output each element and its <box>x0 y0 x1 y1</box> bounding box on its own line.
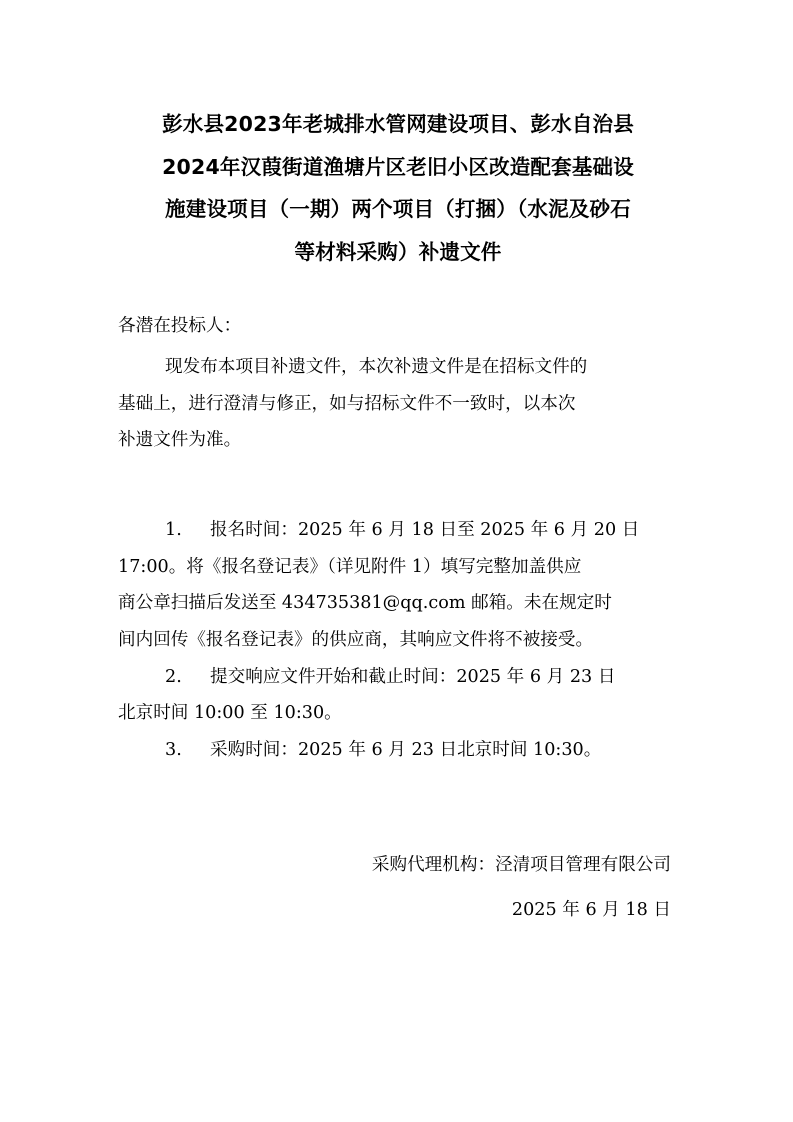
issuer-signature: 采购代理机构：泾清项目管理有限公司 <box>371 855 671 875</box>
paragraph-line: 补遗文件为准。 <box>118 430 242 450</box>
item-number: 2. <box>165 666 182 687</box>
intro-paragraph <box>118 355 678 465</box>
item-text: 间内回传《报名登记表》的供应商，其响应文件将不被接受。 <box>118 630 594 651</box>
item-text: 提交响应文件开始和截止时间：2025 年 6 月 23 日 <box>210 666 616 687</box>
item-text: 北京时间 10:00 至 10:30。 <box>118 703 342 724</box>
paragraph-line: 基础上，进行澄清与修正，如与招标文件不一致时，以本次 <box>118 393 576 414</box>
issue-date: 2025 年 6 月 18 日 <box>511 900 671 920</box>
list-item <box>118 665 678 702</box>
item-number: 1. <box>165 520 182 540</box>
document-title <box>118 103 678 273</box>
list-item <box>118 518 678 555</box>
item-text: 采购时间：2025 年 6 月 23 日北京时间 10:30。 <box>210 740 602 761</box>
item-text: 报名时间：2025 年 6 月 18 日至 2025 年 6 月 20 日 <box>210 520 640 540</box>
title-line: 彭水县2023年老城排水管网建设项目、彭水自治县 <box>162 112 634 136</box>
item-number: 3. <box>165 740 182 761</box>
item-text: 商公章扫描后发送至 434735381@qq.com 邮箱。未在规定时 <box>118 593 612 614</box>
title-line: 等材料采购）补遗文件 <box>294 239 502 264</box>
list-item <box>118 738 678 775</box>
paragraph-line: 现发布本项目补遗文件，本次补遗文件是在招标文件的 <box>165 357 588 377</box>
item-text: 17:00。将《报名登记表》（详见附件 1）填写完整加盖供应 <box>118 556 582 577</box>
salutation: 各潜在投标人： <box>118 316 242 336</box>
title-line: 施建设项目（一期）两个项目（打捆）（水泥及砂石 <box>165 197 631 221</box>
item-list <box>118 518 678 775</box>
title-line: 2024年汉葭街道渔塘片区老旧小区改造配套基础设 <box>162 154 634 179</box>
